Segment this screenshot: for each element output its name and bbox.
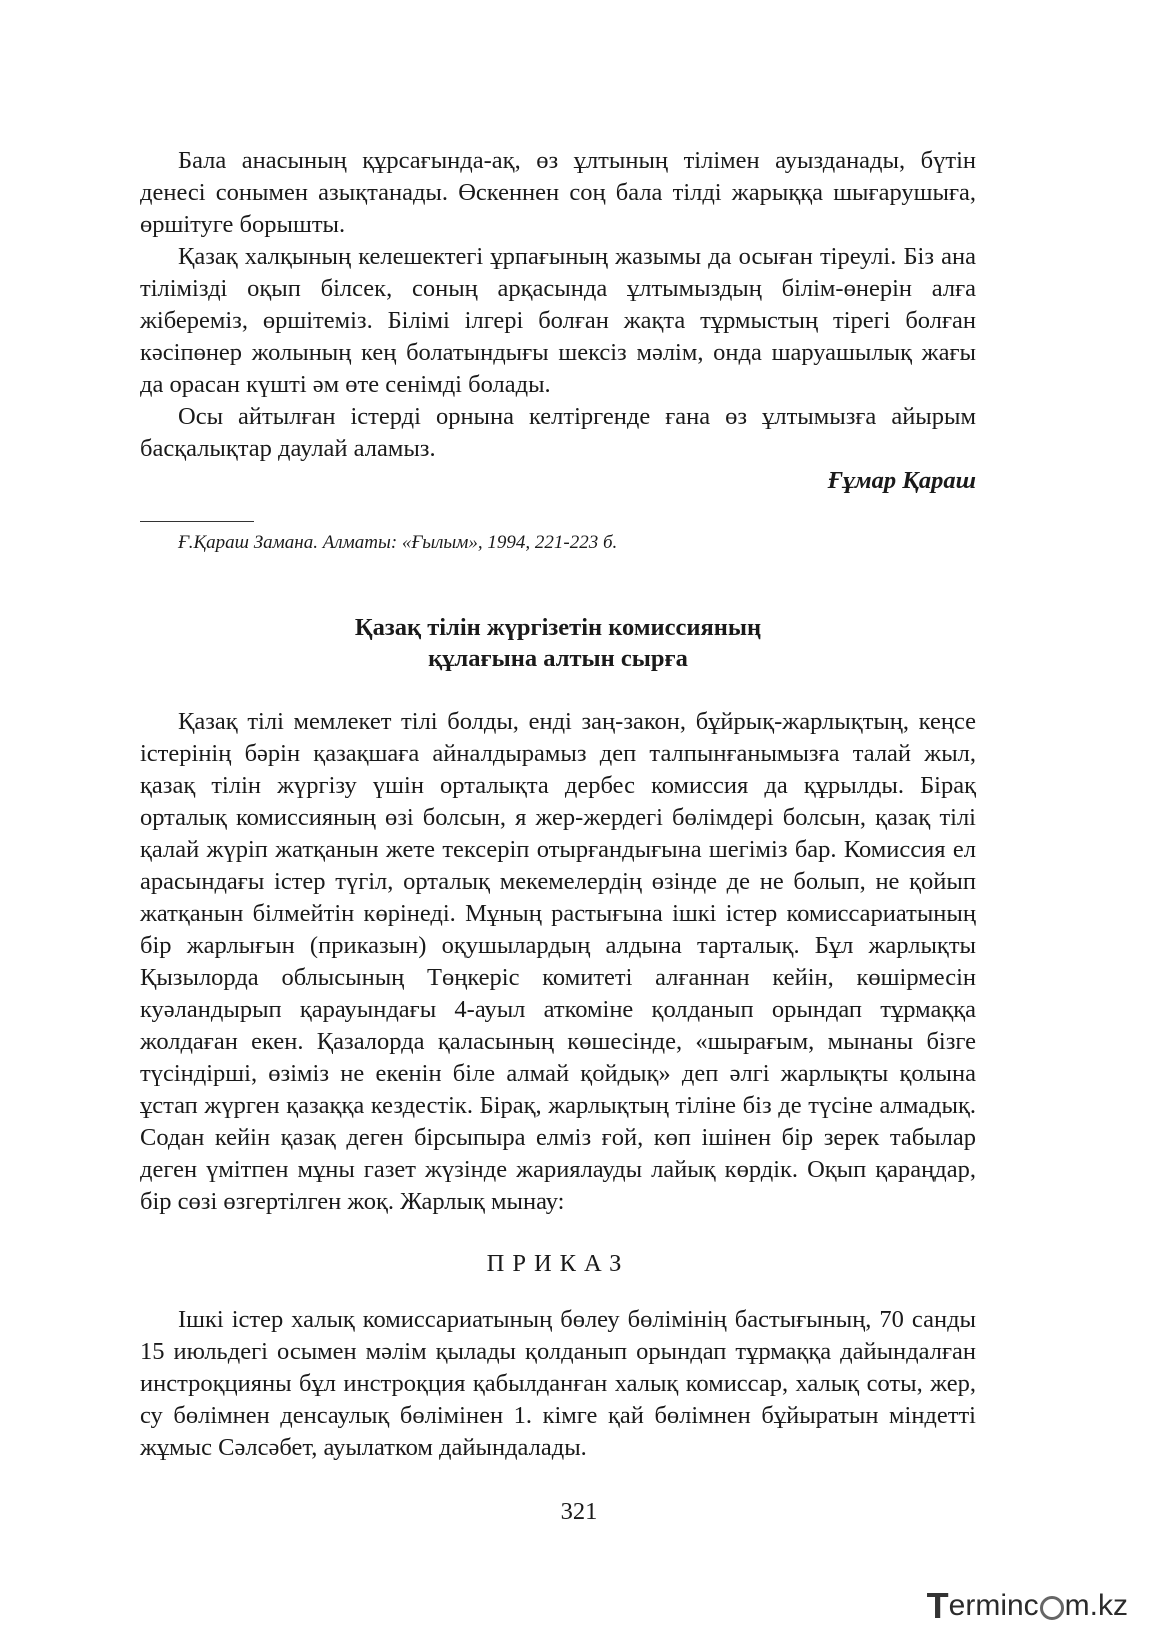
prikaz-heading: ПРИКАЗ [486, 1250, 630, 1277]
paragraph-3: Осы айтылған істерді орнына келтіргенде ғана өз ұлтымызға айырым басқалықтар даулай аламыз. [140, 403, 976, 462]
watermark-ring-icon [1040, 1596, 1064, 1620]
footnote: Ғ.Қараш Замана. Алматы: «Ғылым», 1994, 221-223 б. [178, 532, 618, 553]
page-number: 321 [560, 1498, 598, 1525]
watermark-text-middle: erminc [948, 1589, 1039, 1622]
article-title-line-1: Қазақ тілін жүргізетін комиссияның [354, 614, 762, 641]
author-signature: Ғұмар Қараш [827, 467, 976, 494]
paragraph-2: Қазақ халқының келешектегі ұрпағының жазымы да осыған тіреулі. Біз ана тілімізді оқып білсек, соның арқасында ұлтымыздың білім-өнерін алға жібереміз, өршітеміз. Білімі ілгері болған жақта тұрмыстың тірегі болған кәсіпөнер жолының кең болатындығы шексіз мәлім, онда шаруашылық жағы да орасан күшті әм өте сенімді болады. [140, 243, 976, 398]
article-paragraph: Қазақ тілі мемлекет тілі болды, енді заң-закон, бұйрық-жарлықтың, кеңсе істерінің бәрін қазақшаға айналдырамыз деп талпынғанымызға талай жыл, қазақ тілін жүргізу үшін орталықта дербес комиссия да құрылды. Бірақ орталық комиссияның өзі болсын, я жер-жердегі бөлімдері болсын, қазақ тілі қалай жүріп жатқанын жете тексеріп отырғандығына шегіміз бар. Комиссия ел арасындағы істер түгіл, орталық мекемелердің өзінде де не болып, не қойып жатқанын білмейтін көрінеді. Мұның растығына ішкі істер комиссариатының бір жарлығын (приказын) оқушылардың алдына тарталық. Бұл жарлықты Қызылорда облысының Төңкеріс комитеті алғаннан кейін, көшірмесін куәландырып қарауындағы 4-ауыл аткоміне қолданып орындап тұрмаққа жолдаған екен. Қазалорда қаласының көшесінде, «шырағым, мынаны бізге түсіндірші, өзіміз не екенін біле алмай қойдық» деп әлгі жарлықты қолына ұстап жүрген қазаққа кездестік. Бірақ, жарлықтың тіліне біз де түсіне алмадық. Содан кейін қазақ деген бірсыпыра елміз ғой, көп ішінен бір зерек табылар деген үмітпен мұны газет жүзінде жариялауды лайық көрдік. Оқып қараңдар, бір сөзі өзгертілген жоқ. Жарлық мынау: [140, 708, 976, 1215]
article-title [140, 612, 976, 674]
paragraph-1: Бала анасының құрсағында-ақ, өз ұлтының тілімен ауызданады, бүтін денесі сонымен азықтанады. Өскеннен соң бала тілді жарыққа шығарушыға, өршітуге борышты. [140, 147, 976, 238]
watermark-letter-t: T [926, 1585, 949, 1626]
article-title-line-2: құлағына алтын сырға [428, 645, 688, 672]
footnote-divider [140, 521, 254, 522]
prikaz-paragraph: Ішкі істер халық комиссариатының бөлеу бөлімінің бастығының, 70 санды 15 июльдегі осымен мәлім қылады қолданып орындап тұрмаққа дайындалған инстроқцияны бұл инстроқция қабылданған халық комиссар, халық соты, жер, су бөлімнен денсаулық бөлімінен 1. кімге қай бөлімнен бұйыратын міндетті жұмыс Сәлсәбет, ауылатком дайындалады. [140, 1306, 976, 1461]
termincom-watermark [927, 1584, 1128, 1628]
document-page [140, 145, 976, 1464]
watermark-text-end: m.kz [1064, 1589, 1128, 1622]
heading-spacer [140, 674, 976, 706]
